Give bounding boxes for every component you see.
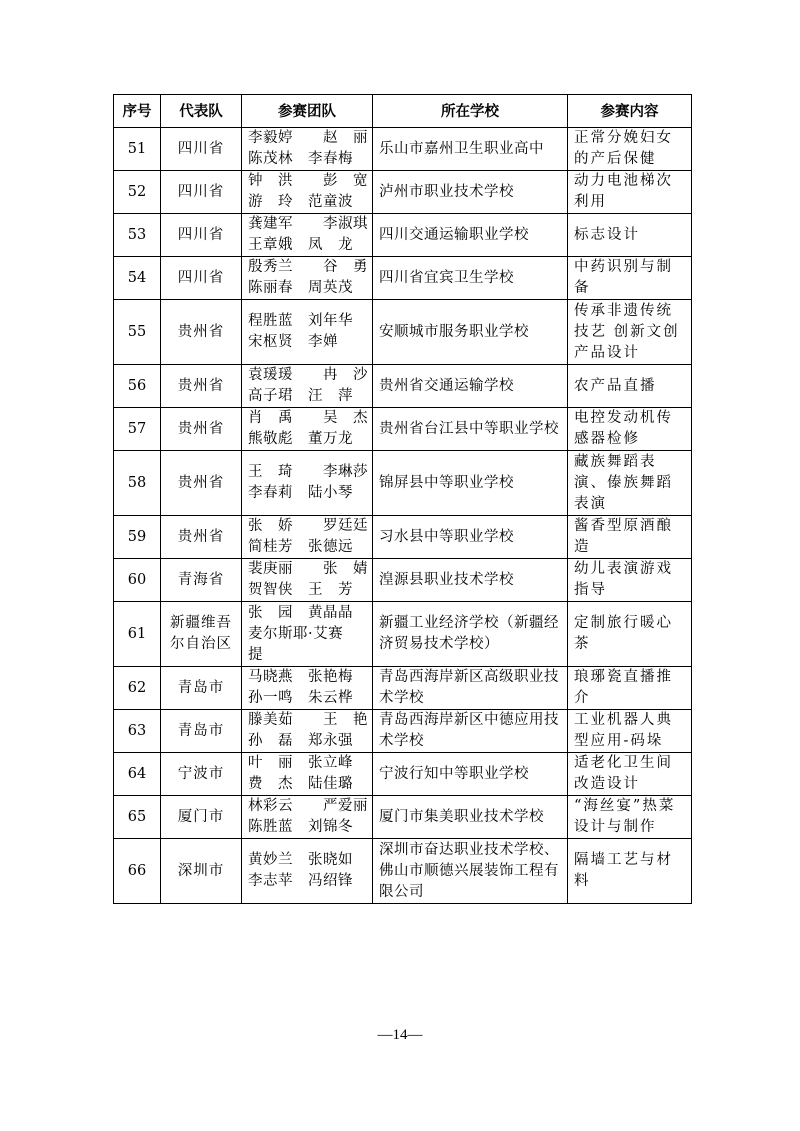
row-team: 贵州省 — [161, 408, 242, 451]
table-header-row — [114, 95, 692, 128]
row-members: 张 园 黄晶晶 麦尔斯耶·艾赛 提 — [242, 602, 373, 667]
table-row — [114, 559, 692, 602]
row-school: 安顺城市服务职业学校 — [373, 300, 568, 365]
table-row — [114, 171, 692, 214]
row-members: 马晓燕 张艳梅 孙一鸣 朱云桦 — [242, 667, 373, 710]
row-members: 殷秀兰 谷 勇 陈丽春 周英茂 — [242, 257, 373, 300]
row-content: 酱香型原酒酿造 — [568, 516, 692, 559]
row-school: 习水县中等职业学校 — [373, 516, 568, 559]
row-school: 厦门市集美职业技术学校 — [373, 796, 568, 839]
header-serial: 序号 — [114, 95, 161, 128]
table-row — [114, 451, 692, 516]
row-serial: 53 — [114, 214, 161, 257]
row-school: 青岛西海岸新区高级职业技术学校 — [373, 667, 568, 710]
row-team: 贵州省 — [161, 451, 242, 516]
table-row — [114, 753, 692, 796]
row-school: 宁波行知中等职业学校 — [373, 753, 568, 796]
row-content: 隔墙工艺与材料 — [568, 839, 692, 904]
row-serial: 63 — [114, 710, 161, 753]
row-team: 青岛市 — [161, 667, 242, 710]
row-serial: 61 — [114, 602, 161, 667]
row-serial: 59 — [114, 516, 161, 559]
participants-table — [113, 94, 692, 904]
row-serial: 55 — [114, 300, 161, 365]
row-members: 钟 洪 彭 宽 游 玲 范童波 — [242, 171, 373, 214]
header-content: 参赛内容 — [568, 95, 692, 128]
row-school: 四川省宜宾卫生学校 — [373, 257, 568, 300]
row-content: 中药识别与制备 — [568, 257, 692, 300]
table-body — [114, 128, 692, 904]
row-members: 张 娇 罗廷廷 简桂芳 张德远 — [242, 516, 373, 559]
row-content: “海丝宴”热菜设计与制作 — [568, 796, 692, 839]
row-serial: 51 — [114, 128, 161, 171]
row-team: 贵州省 — [161, 516, 242, 559]
table-row — [114, 257, 692, 300]
table-row — [114, 710, 692, 753]
table-row — [114, 516, 692, 559]
row-team: 贵州省 — [161, 365, 242, 408]
row-team: 四川省 — [161, 128, 242, 171]
row-members: 裴庚丽 张 婧 贺智侠 王 芳 — [242, 559, 373, 602]
table-row — [114, 408, 692, 451]
row-content: 电控发动机传感器检修 — [568, 408, 692, 451]
row-members: 王 琦 李琳莎 李春莉 陆小琴 — [242, 451, 373, 516]
row-serial: 56 — [114, 365, 161, 408]
table-row — [114, 667, 692, 710]
row-team: 宁波市 — [161, 753, 242, 796]
header-team: 代表队 — [161, 95, 242, 128]
row-team: 四川省 — [161, 171, 242, 214]
row-team: 四川省 — [161, 214, 242, 257]
table-row — [114, 839, 692, 904]
row-members: 李毅婷 赵 丽 陈茂林 李春梅 — [242, 128, 373, 171]
row-serial: 64 — [114, 753, 161, 796]
row-members: 叶 丽 张立峰 费 杰 陆佳璐 — [242, 753, 373, 796]
row-team: 青海省 — [161, 559, 242, 602]
row-serial: 52 — [114, 171, 161, 214]
row-members: 林彩云 严爱丽 陈胜蓝 刘锦冬 — [242, 796, 373, 839]
row-members: 黄妙兰 张晓如 李志苹 冯绍锋 — [242, 839, 373, 904]
row-school: 深圳市奋达职业技术学校、佛山市顺德兴展装饰工程有限公司 — [373, 839, 568, 904]
table-row — [114, 128, 692, 171]
row-content: 琅琊瓷直播推介 — [568, 667, 692, 710]
row-serial: 60 — [114, 559, 161, 602]
row-school: 贵州省交通运输学校 — [373, 365, 568, 408]
row-school: 泸州市职业技术学校 — [373, 171, 568, 214]
row-content: 动力电池梯次利用 — [568, 171, 692, 214]
row-content: 传承非遗传统技艺 创新文创产品设计 — [568, 300, 692, 365]
row-content: 农产品直播 — [568, 365, 692, 408]
row-team: 深圳市 — [161, 839, 242, 904]
row-content: 定制旅行暖心茶 — [568, 602, 692, 667]
row-team: 四川省 — [161, 257, 242, 300]
row-members: 滕美茹 王 艳 孙 磊 郑永强 — [242, 710, 373, 753]
row-members: 袁瑗瑗 冉 沙 高子珺 汪 萍 — [242, 365, 373, 408]
row-members: 肖 禹 吴 杰 熊敬彪 董万龙 — [242, 408, 373, 451]
header-school: 所在学校 — [373, 95, 568, 128]
row-school: 锦屏县中等职业学校 — [373, 451, 568, 516]
table-row — [114, 365, 692, 408]
table-row — [114, 602, 692, 667]
row-school: 贵州省台江县中等职业学校 — [373, 408, 568, 451]
row-school: 新疆工业经济学校（新疆经济贸易技术学校） — [373, 602, 568, 667]
row-content: 标志设计 — [568, 214, 692, 257]
row-school: 四川交通运输职业学校 — [373, 214, 568, 257]
row-school: 湟源县职业技术学校 — [373, 559, 568, 602]
row-team: 贵州省 — [161, 300, 242, 365]
row-school: 青岛西海岸新区中德应用技术学校 — [373, 710, 568, 753]
table-row — [114, 300, 692, 365]
row-members: 程胜蓝 刘年华 宋枢贤 李婵 — [242, 300, 373, 365]
row-content: 正常分娩妇女的产后保健 — [568, 128, 692, 171]
row-serial: 62 — [114, 667, 161, 710]
page-number: —14— — [377, 1027, 423, 1043]
table-row — [114, 214, 692, 257]
row-team: 新疆维吾尔自治区 — [161, 602, 242, 667]
row-serial: 57 — [114, 408, 161, 451]
header-members: 参赛团队 — [242, 95, 373, 128]
table-row — [114, 796, 692, 839]
row-school: 乐山市嘉州卫生职业高中 — [373, 128, 568, 171]
row-serial: 58 — [114, 451, 161, 516]
row-members: 龚建军 李淑琪 王章娥 凤 龙 — [242, 214, 373, 257]
row-content: 适老化卫生间改造设计 — [568, 753, 692, 796]
row-content: 藏族舞蹈表演、傣族舞蹈表演 — [568, 451, 692, 516]
row-content: 幼儿表演游戏指导 — [568, 559, 692, 602]
row-serial: 65 — [114, 796, 161, 839]
row-team: 青岛市 — [161, 710, 242, 753]
row-team: 厦门市 — [161, 796, 242, 839]
row-content: 工业机器人典型应用-码垛 — [568, 710, 692, 753]
row-serial: 54 — [114, 257, 161, 300]
row-serial: 66 — [114, 839, 161, 904]
